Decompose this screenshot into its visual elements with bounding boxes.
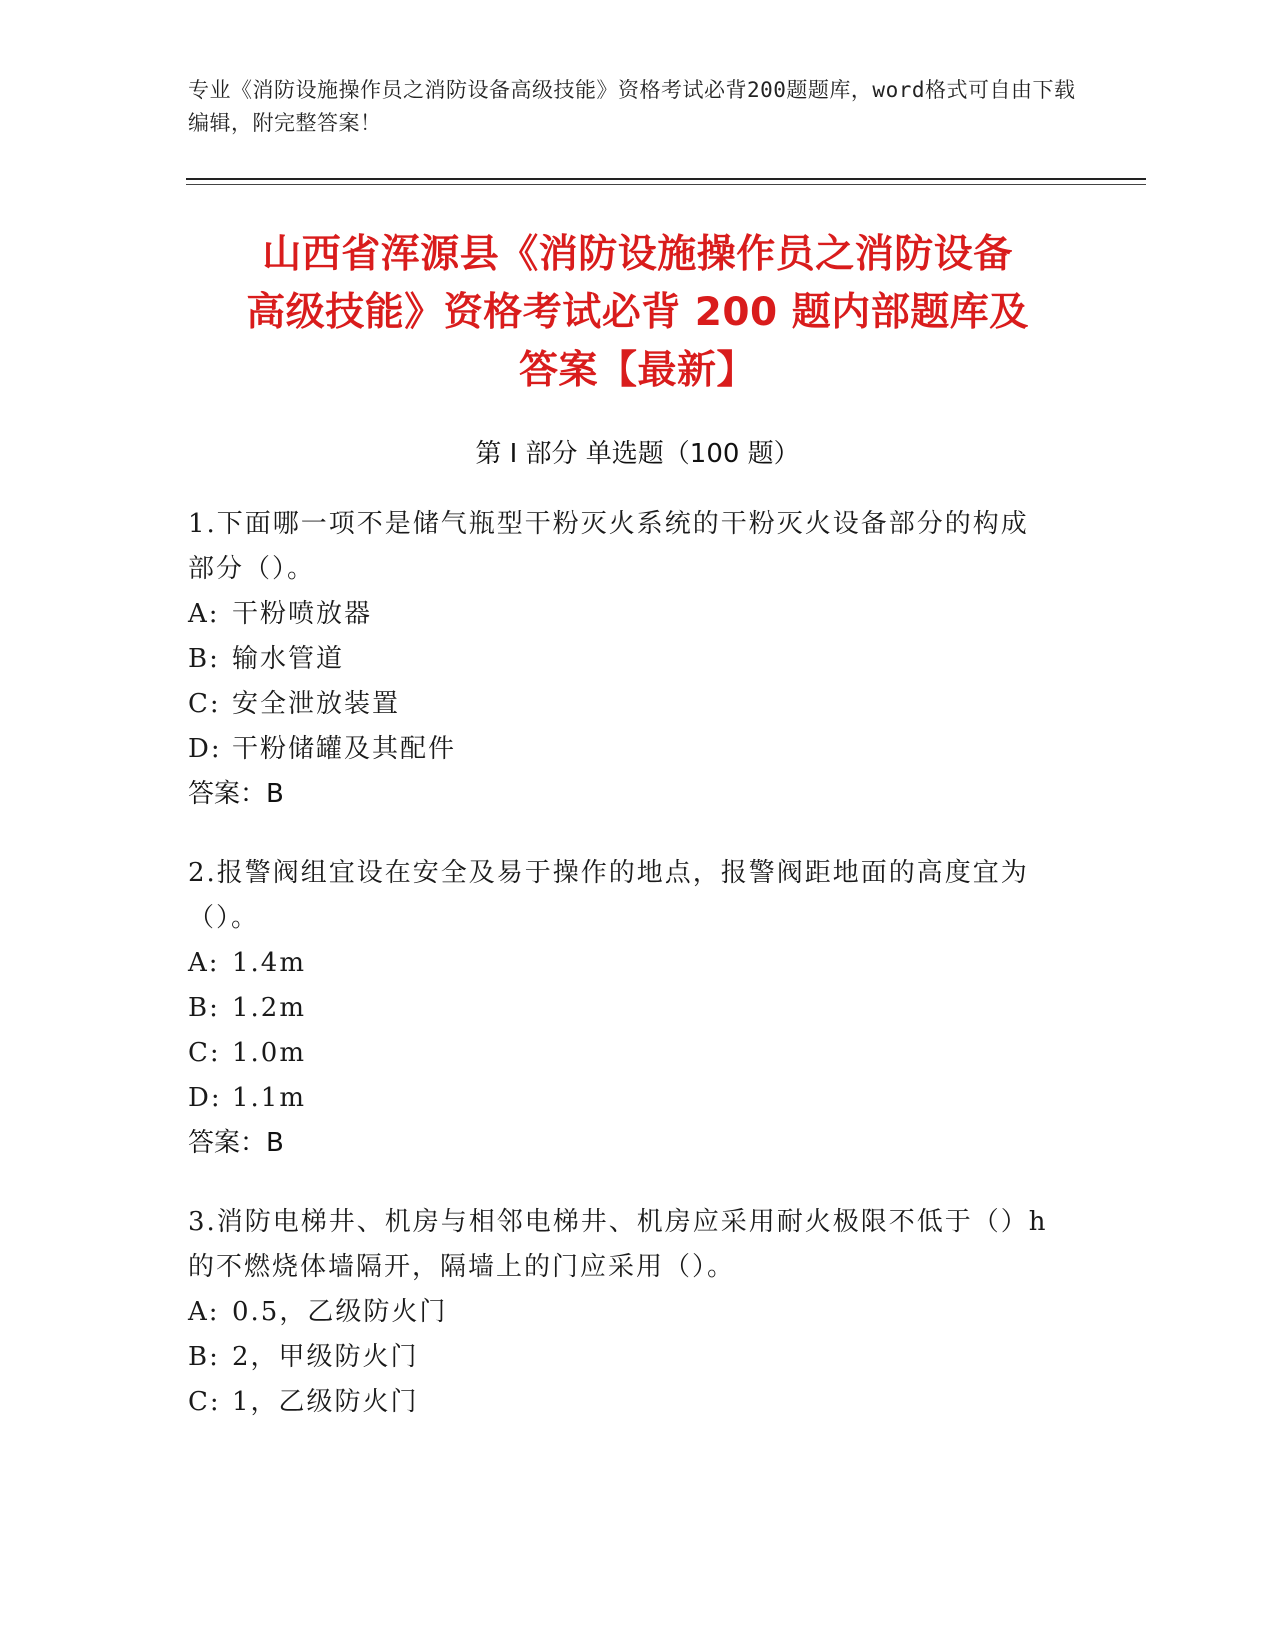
- option-letter: A:: [188, 948, 220, 978]
- option-letter: C:: [188, 1038, 221, 1068]
- document-title-line1: 山西省浑源县《消防设施操作员之消防设备: [262, 232, 1013, 277]
- option-text: 干粉储罐及其配件: [232, 734, 457, 764]
- question-stem: 3.消防电梯井、机房与相邻电梯井、机房应采用耐火极限不低于（）h: [188, 1207, 1048, 1237]
- header-divider-thin: [186, 184, 1146, 185]
- question-2: [188, 851, 1088, 1166]
- option-b: [188, 637, 1088, 682]
- option-text: 1.2m: [232, 993, 307, 1023]
- option-text: 1.1m: [232, 1083, 307, 1113]
- question-stem-continued: （）。: [188, 903, 260, 933]
- option-letter: C:: [188, 689, 221, 719]
- option-letter: B:: [188, 993, 220, 1023]
- answer-line: 答案：B: [188, 1128, 284, 1158]
- document-title: [150, 226, 1125, 400]
- option-d: [188, 1076, 1088, 1121]
- option-text: 安全泄放装置: [232, 689, 401, 719]
- option-text: 干粉喷放器: [232, 599, 373, 629]
- option-text: 1.0m: [232, 1038, 307, 1068]
- option-d: [188, 727, 1088, 772]
- option-c: [188, 1031, 1088, 1076]
- option-text: 输水管道: [232, 644, 345, 674]
- option-letter: A:: [188, 599, 220, 629]
- option-b: [188, 986, 1088, 1031]
- option-a: [188, 941, 1088, 986]
- answer-line: 答案：B: [188, 779, 284, 809]
- option-a: [188, 1290, 1088, 1335]
- question-1: [188, 502, 1088, 817]
- question-stem: 2.报警阀组宜设在安全及易于操作的地点，报警阀距地面的高度宜为: [188, 858, 1029, 888]
- header-divider-thick: [186, 178, 1146, 180]
- option-letter: D:: [188, 1083, 222, 1113]
- question-stem-continued: 的不燃烧体墙隔开，隔墙上的门应采用（）。: [188, 1252, 736, 1282]
- document-title-line2: 高级技能》资格考试必背 200 题内部题库及: [246, 290, 1029, 335]
- option-b: [188, 1335, 1088, 1380]
- option-a: [188, 592, 1088, 637]
- option-text: 1，乙级防火门: [232, 1387, 419, 1417]
- question-stem: 1.下面哪一项不是储气瓶型干粉灭火系统的干粉灭火设备部分的构成: [188, 509, 1029, 539]
- section-heading: 第 I 部分 单选题（100 题）: [475, 439, 800, 469]
- option-letter: D:: [188, 734, 222, 764]
- option-letter: A:: [188, 1297, 220, 1327]
- document-title-line3: 答案【最新】: [518, 348, 756, 393]
- option-text: 1.4m: [232, 948, 307, 978]
- option-letter: B:: [188, 644, 220, 674]
- option-letter: C:: [188, 1387, 221, 1417]
- question-stem-continued: 部分（）。: [188, 554, 316, 584]
- option-text: 0.5，乙级防火门: [232, 1297, 448, 1327]
- option-c: [188, 682, 1088, 727]
- header-note: 专业《消防设施操作员之消防设备高级技能》资格考试必背200题题库，word格式可自由下载编辑，附完整答案！: [188, 78, 1076, 135]
- option-text: 2，甲级防火门: [232, 1342, 419, 1372]
- option-c: [188, 1380, 1088, 1425]
- question-3: [188, 1200, 1088, 1425]
- option-letter: B:: [188, 1342, 220, 1372]
